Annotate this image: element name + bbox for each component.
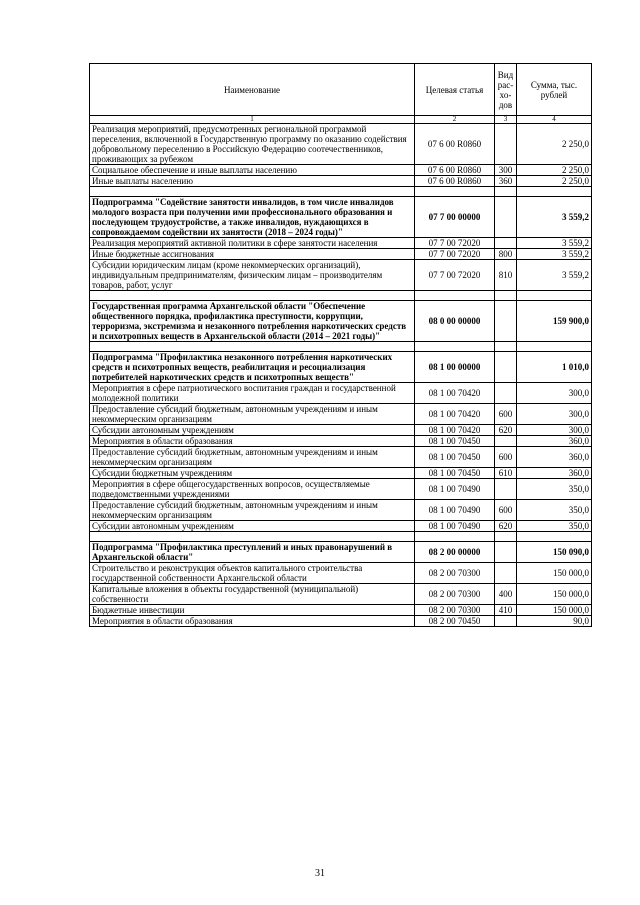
header-target-article: Целевая статья bbox=[415, 64, 495, 116]
row-sum: 300,0 bbox=[517, 383, 592, 404]
row-sum: 2 250,0 bbox=[517, 165, 592, 176]
row-name bbox=[90, 342, 415, 352]
row-sum bbox=[517, 291, 592, 301]
row-sum: 2 250,0 bbox=[517, 176, 592, 187]
row-name: Капитальные вложения в объекты государственной (муниципальной) собственности bbox=[90, 584, 415, 605]
row-expense-type: 300 bbox=[495, 165, 517, 176]
table-row bbox=[90, 383, 592, 404]
budget-table bbox=[89, 63, 592, 627]
row-sum: 1 010,0 bbox=[517, 352, 592, 383]
row-name: Субсидии автономным учреждениям bbox=[90, 521, 415, 532]
row-sum: 3 559,2 bbox=[517, 260, 592, 291]
row-sum: 360,0 bbox=[517, 447, 592, 468]
spacer-row bbox=[90, 291, 592, 301]
table-row bbox=[90, 238, 592, 249]
row-target-article: 08 1 00 70420 bbox=[415, 383, 495, 404]
row-name: Мероприятия в области образования bbox=[90, 436, 415, 447]
row-target-article: 08 2 00 70300 bbox=[415, 605, 495, 616]
table-row bbox=[90, 447, 592, 468]
spacer-row bbox=[90, 532, 592, 542]
table-row bbox=[90, 521, 592, 532]
row-sum: 159 900,0 bbox=[517, 301, 592, 342]
table-row bbox=[90, 124, 592, 165]
row-target-article: 08 1 00 70420 bbox=[415, 404, 495, 425]
row-expense-type bbox=[495, 532, 517, 542]
row-name: Мероприятия в сфере патриотического воспитания граждан и государственной молодежной политики bbox=[90, 383, 415, 404]
spacer-row bbox=[90, 342, 592, 352]
row-sum: 150 000,0 bbox=[517, 584, 592, 605]
row-name: Мероприятия в сфере общегосударственных вопросов, осуществляемые подведомственными учреждениями bbox=[90, 479, 415, 500]
row-name: Социальное обеспечение и иные выплаты населению bbox=[90, 165, 415, 176]
row-sum bbox=[517, 187, 592, 197]
row-name: Подпрограмма "Профилактика незаконного потребления наркотических средств и психотропных веществ, реабилитация и ресоциализация потребителей наркотических средств и психотропных веществ" bbox=[90, 352, 415, 383]
row-expense-type: 610 bbox=[495, 468, 517, 479]
row-expense-type bbox=[495, 197, 517, 238]
row-target-article: 08 0 00 00000 bbox=[415, 301, 495, 342]
row-name: Субсидии юридическим лицам (кроме некоммерческих организаций), индивидуальным предпринимателям, физическим лицам – производителям товаров, работ, услуг bbox=[90, 260, 415, 291]
row-sum: 90,0 bbox=[517, 616, 592, 627]
row-target-article: 08 2 00 70300 bbox=[415, 563, 495, 584]
spacer-row bbox=[90, 187, 592, 197]
row-sum: 150 000,0 bbox=[517, 605, 592, 616]
row-target-article: 08 2 00 00000 bbox=[415, 542, 495, 563]
row-name: Субсидии бюджетным учреждениям bbox=[90, 468, 415, 479]
table-row bbox=[90, 249, 592, 260]
row-sum: 360,0 bbox=[517, 436, 592, 447]
table-row bbox=[90, 616, 592, 627]
row-name: Предоставление субсидий бюджетным, автономным учреждениям и иным некоммерческим организациям bbox=[90, 500, 415, 521]
row-expense-type bbox=[495, 187, 517, 197]
table-row bbox=[90, 352, 592, 383]
table-row bbox=[90, 436, 592, 447]
column-number: 4 bbox=[517, 116, 592, 124]
table-row bbox=[90, 500, 592, 521]
row-sum: 350,0 bbox=[517, 521, 592, 532]
row-target-article bbox=[415, 532, 495, 542]
row-sum: 360,0 bbox=[517, 468, 592, 479]
row-target-article: 07 7 00 72020 bbox=[415, 238, 495, 249]
row-name: Реализация мероприятий, предусмотренных региональной программой переселения, включенной в Государственную программу по оказанию содействия добровольному переселению в Российскую Федерацию соотечественников, проживающих за рубежом bbox=[90, 124, 415, 165]
row-target-article: 08 2 00 70300 bbox=[415, 584, 495, 605]
header-sum: Сумма, тыс. рублей bbox=[517, 64, 592, 116]
row-name: Субсидии автономным учреждениям bbox=[90, 425, 415, 436]
row-target-article: 07 7 00 00000 bbox=[415, 197, 495, 238]
row-name: Иные бюджетные ассигнования bbox=[90, 249, 415, 260]
row-expense-type bbox=[495, 301, 517, 342]
table-row bbox=[90, 176, 592, 187]
column-number-row bbox=[90, 116, 592, 124]
row-expense-type: 400 bbox=[495, 584, 517, 605]
row-name: Подпрограмма "Профилактика преступлений и иных правонарушений в Архангельской области" bbox=[90, 542, 415, 563]
row-name: Подпрограмма "Содействие занятости инвалидов, в том числе инвалидов молодого возраста при получении ими профессионального образования и последующем трудоустройстве, а также инвалидов, нуждающихся в сопровождаемом содействии их занятости (2018 – 2024 годы)" bbox=[90, 197, 415, 238]
table-row bbox=[90, 404, 592, 425]
row-expense-type: 600 bbox=[495, 404, 517, 425]
row-expense-type: 600 bbox=[495, 447, 517, 468]
row-target-article: 08 1 00 70490 bbox=[415, 521, 495, 532]
row-name: Реализация мероприятий активной политики в сфере занятости населения bbox=[90, 238, 415, 249]
table-row bbox=[90, 260, 592, 291]
row-target-article: 08 1 00 00000 bbox=[415, 352, 495, 383]
row-expense-type: 620 bbox=[495, 521, 517, 532]
row-name bbox=[90, 291, 415, 301]
row-expense-type: 800 bbox=[495, 249, 517, 260]
row-name: Государственная программа Архангельской области "Обеспечение общественного порядка, профилактика преступности, коррупции, терроризма, экстремизма и незаконного потребления наркотических средств и психотропных веществ в Архангельской области (2014 – 2021 годы)" bbox=[90, 301, 415, 342]
row-expense-type bbox=[495, 479, 517, 500]
row-expense-type: 620 bbox=[495, 425, 517, 436]
page-number: 31 bbox=[315, 868, 325, 879]
row-target-article: 07 7 00 72020 bbox=[415, 249, 495, 260]
row-expense-type: 360 bbox=[495, 176, 517, 187]
row-sum: 3 559,2 bbox=[517, 238, 592, 249]
row-name bbox=[90, 532, 415, 542]
row-sum: 150 090,0 bbox=[517, 542, 592, 563]
table-row bbox=[90, 197, 592, 238]
row-expense-type bbox=[495, 291, 517, 301]
row-sum: 300,0 bbox=[517, 425, 592, 436]
row-target-article bbox=[415, 342, 495, 352]
row-target-article: 08 1 00 70450 bbox=[415, 468, 495, 479]
table-row bbox=[90, 468, 592, 479]
row-expense-type: 410 bbox=[495, 605, 517, 616]
row-expense-type bbox=[495, 238, 517, 249]
row-target-article: 08 1 00 70420 bbox=[415, 425, 495, 436]
table-row bbox=[90, 165, 592, 176]
table-row bbox=[90, 542, 592, 563]
table-row bbox=[90, 563, 592, 584]
header-name: Наименование bbox=[90, 64, 415, 116]
row-name: Предоставление субсидий бюджетным, автономным учреждениям и иным некоммерческим организациям bbox=[90, 447, 415, 468]
row-expense-type bbox=[495, 436, 517, 447]
row-sum bbox=[517, 342, 592, 352]
row-target-article bbox=[415, 291, 495, 301]
row-expense-type bbox=[495, 124, 517, 165]
row-sum bbox=[517, 532, 592, 542]
row-target-article: 07 6 00 R0860 bbox=[415, 176, 495, 187]
column-number: 2 bbox=[415, 116, 495, 124]
row-expense-type bbox=[495, 342, 517, 352]
row-target-article: 07 6 00 R0860 bbox=[415, 124, 495, 165]
row-sum: 150 000,0 bbox=[517, 563, 592, 584]
row-target-article: 08 1 00 70490 bbox=[415, 500, 495, 521]
row-target-article: 08 1 00 70450 bbox=[415, 436, 495, 447]
row-target-article: 07 6 00 R0860 bbox=[415, 165, 495, 176]
row-sum: 3 559,2 bbox=[517, 249, 592, 260]
row-sum: 3 559,2 bbox=[517, 197, 592, 238]
row-expense-type: 600 bbox=[495, 500, 517, 521]
row-expense-type bbox=[495, 352, 517, 383]
table-row bbox=[90, 301, 592, 342]
row-name: Мероприятия в области образования bbox=[90, 616, 415, 627]
header-expense-type: Вид рас- хо- дов bbox=[495, 64, 517, 116]
column-number: 3 bbox=[495, 116, 517, 124]
row-sum: 350,0 bbox=[517, 500, 592, 521]
column-number: 1 bbox=[90, 116, 415, 124]
row-sum: 300,0 bbox=[517, 404, 592, 425]
row-name: Строительство и реконструкция объектов капитального строительства государственной собственности Архангельской области bbox=[90, 563, 415, 584]
row-expense-type: 810 bbox=[495, 260, 517, 291]
row-expense-type bbox=[495, 383, 517, 404]
table-header-row bbox=[90, 64, 592, 116]
table-body bbox=[90, 124, 592, 627]
row-sum: 2 250,0 bbox=[517, 124, 592, 165]
table-row bbox=[90, 605, 592, 616]
row-name: Предоставление субсидий бюджетным, автономным учреждениям и иным некоммерческим организациям bbox=[90, 404, 415, 425]
row-expense-type bbox=[495, 616, 517, 627]
row-target-article bbox=[415, 187, 495, 197]
table-row bbox=[90, 584, 592, 605]
table-row bbox=[90, 479, 592, 500]
row-target-article: 08 2 00 70450 bbox=[415, 616, 495, 627]
row-target-article: 08 1 00 70450 bbox=[415, 447, 495, 468]
row-sum: 350,0 bbox=[517, 479, 592, 500]
row-name: Иные выплаты населению bbox=[90, 176, 415, 187]
row-name bbox=[90, 187, 415, 197]
row-expense-type bbox=[495, 563, 517, 584]
row-target-article: 08 1 00 70490 bbox=[415, 479, 495, 500]
row-name: Бюджетные инвестиции bbox=[90, 605, 415, 616]
row-target-article: 07 7 00 72020 bbox=[415, 260, 495, 291]
table-row bbox=[90, 425, 592, 436]
row-expense-type bbox=[495, 542, 517, 563]
